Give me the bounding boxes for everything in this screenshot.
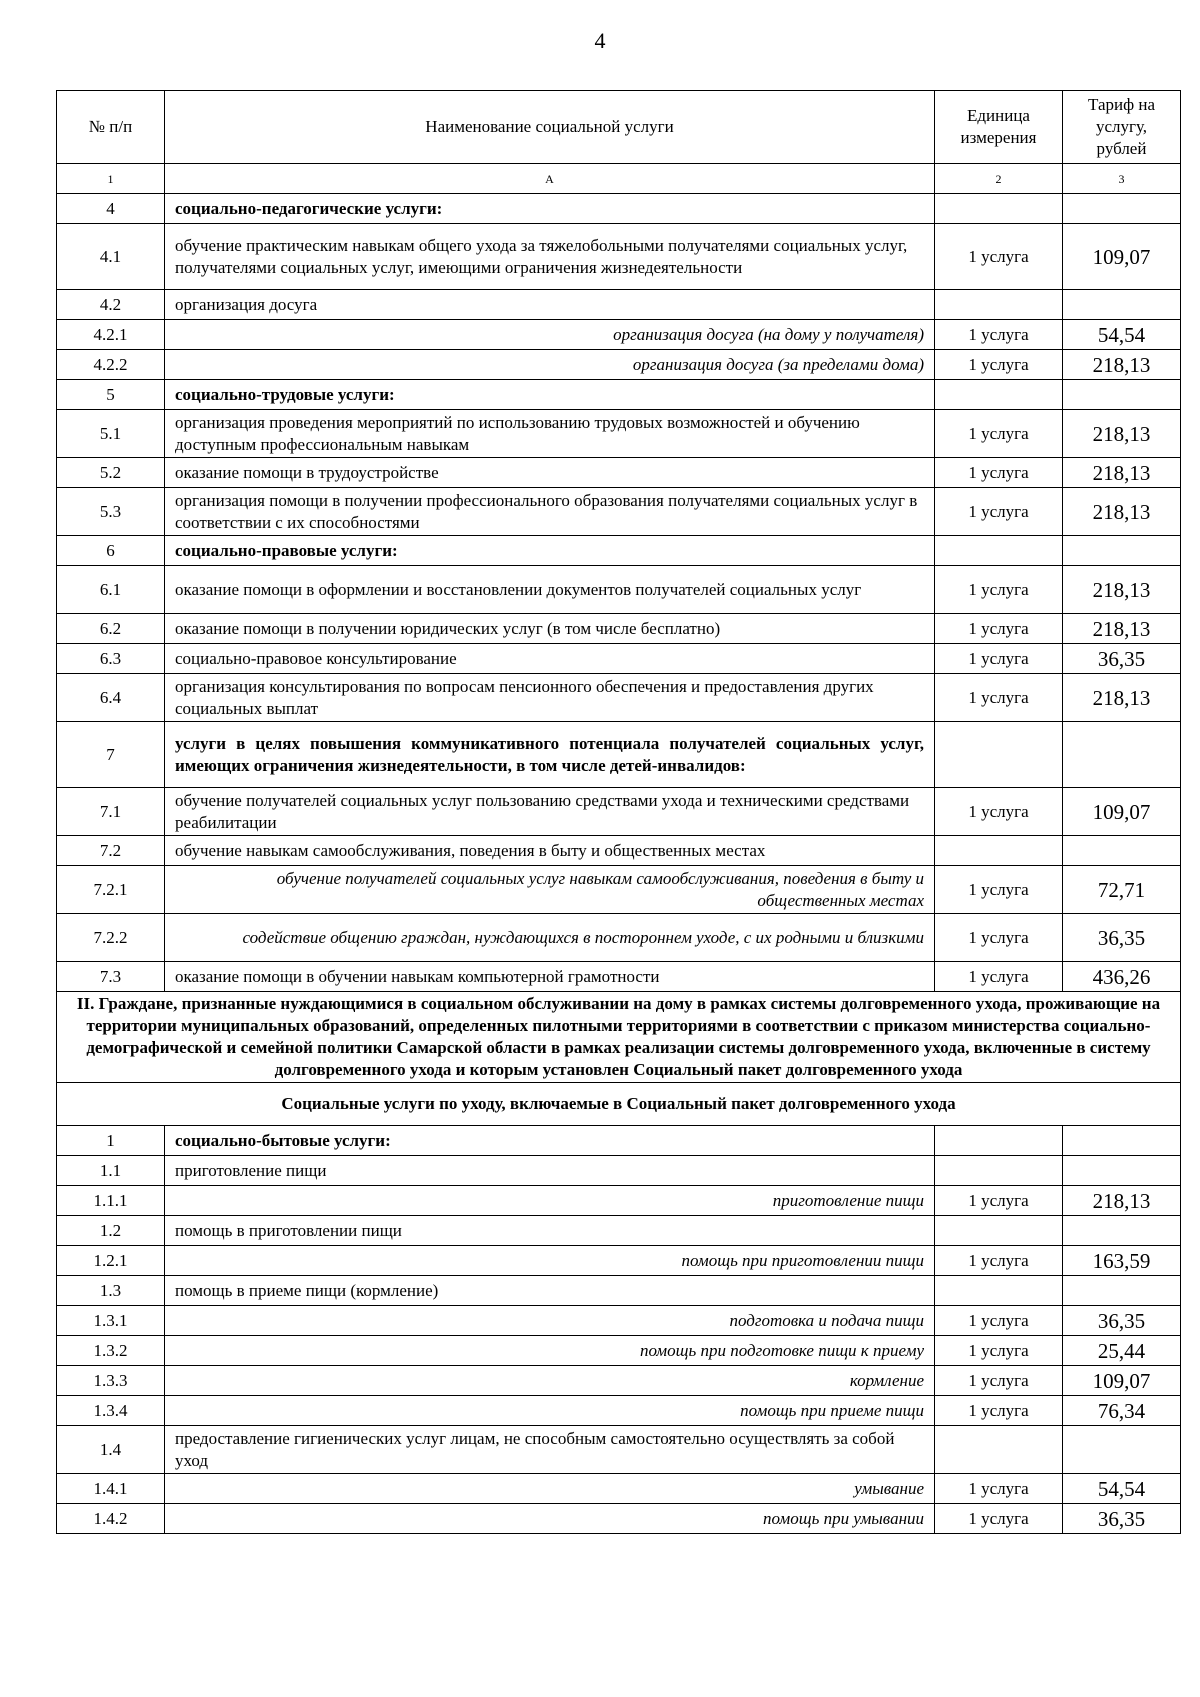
page-number: 4 [594,28,606,53]
row-tariff [1063,290,1181,320]
row-unit: 1 услуга [935,1504,1063,1534]
table-row [57,566,1181,614]
row-unit [935,1156,1063,1186]
table-row [57,290,1181,320]
row-tariff [1063,1156,1181,1186]
table-row [57,1126,1181,1156]
index-num: 1 [57,164,165,194]
row-name: социально-педагогические услуги: [165,194,935,224]
row-num: 6.3 [57,644,165,674]
table-row [57,644,1181,674]
row-unit: 1 услуга [935,644,1063,674]
row-tariff [1063,380,1181,410]
row-num: 5.2 [57,458,165,488]
row-unit: 1 услуга [935,788,1063,836]
table-row [57,1246,1181,1276]
table-row [57,1306,1181,1336]
row-name: социально-правовые услуги: [165,536,935,566]
row-unit: 1 услуга [935,866,1063,914]
row-unit: 1 услуга [935,1246,1063,1276]
row-name: содействие общению граждан, нуждающихся в постороннем уходе, с их родными и близкими [165,914,935,962]
row-name: организация досуга (на дому у получателя) [165,320,935,350]
row-name: организация помощи в получении профессионального образования получателями социальных услуг в соответствии с их способностями [165,488,935,536]
table-row [57,320,1181,350]
row-unit [935,194,1063,224]
table-row [57,962,1181,992]
table-row [57,788,1181,836]
row-tariff: 36,35 [1063,914,1181,962]
row-tariff: 25,44 [1063,1336,1181,1366]
row-num: 6.2 [57,614,165,644]
row-unit [935,1216,1063,1246]
table-row [57,674,1181,722]
row-num: 5.1 [57,410,165,458]
row-tariff: 218,13 [1063,674,1181,722]
row-unit: 1 услуга [935,1396,1063,1426]
row-unit [935,1126,1063,1156]
row-name: предоставление гигиенических услуг лицам, не способным самостоятельно осуществлять за собой уход [165,1426,935,1474]
table-index-row [57,164,1181,194]
row-tariff: 109,07 [1063,1366,1181,1396]
table-row [57,380,1181,410]
tariff-table [56,90,1181,1534]
index-unit: 2 [935,164,1063,194]
row-tariff [1063,722,1181,788]
row-name: кормление [165,1366,935,1396]
table-row [57,536,1181,566]
row-name: социально-бытовые услуги: [165,1126,935,1156]
row-name: обучение получателей социальных услуг навыкам самообслуживания, поведения в быту и общественных местах [165,866,935,914]
table-row [57,1276,1181,1306]
row-num: 1.3.3 [57,1366,165,1396]
row-unit: 1 услуга [935,488,1063,536]
table-row [57,1336,1181,1366]
table-row [57,458,1181,488]
row-unit [935,722,1063,788]
row-name: оказание помощи в оформлении и восстановлении документов получателей социальных услуг [165,566,935,614]
row-num: 1.3.4 [57,1396,165,1426]
row-name: организация досуга (за пределами дома) [165,350,935,380]
row-num: 1.4.2 [57,1504,165,1534]
row-unit: 1 услуга [935,1306,1063,1336]
row-unit: 1 услуга [935,914,1063,962]
row-num: 1.2 [57,1216,165,1246]
row-tariff: 218,13 [1063,410,1181,458]
row-name: помощь при умывании [165,1504,935,1534]
row-num: 1.1 [57,1156,165,1186]
row-num: 1.3.1 [57,1306,165,1336]
row-tariff [1063,536,1181,566]
section-heading-row [57,992,1181,1083]
table-row [57,1366,1181,1396]
row-unit: 1 услуга [935,224,1063,290]
row-num: 7.2.2 [57,914,165,962]
table-row [57,194,1181,224]
row-tariff [1063,194,1181,224]
row-name: оказание помощи в получении юридических услуг (в том числе бесплатно) [165,614,935,644]
table-row [57,836,1181,866]
row-name: социально-правовое консультирование [165,644,935,674]
table-row [57,488,1181,536]
row-name: подготовка и подача пищи [165,1306,935,1336]
row-tariff: 72,71 [1063,866,1181,914]
row-unit: 1 услуга [935,1474,1063,1504]
row-num: 6 [57,536,165,566]
table-row [57,1156,1181,1186]
row-unit: 1 услуга [935,1336,1063,1366]
row-unit [935,380,1063,410]
row-name: умывание [165,1474,935,1504]
table-row [57,914,1181,962]
row-tariff: 36,35 [1063,644,1181,674]
row-name: организация досуга [165,290,935,320]
row-num: 1.3 [57,1276,165,1306]
row-tariff: 76,34 [1063,1396,1181,1426]
row-name: организация проведения мероприятий по использованию трудовых возможностей и обучению доступным профессиональным навыкам [165,410,935,458]
row-num: 1.4 [57,1426,165,1474]
row-tariff [1063,1216,1181,1246]
row-unit: 1 услуга [935,614,1063,644]
row-unit [935,1276,1063,1306]
row-name: помощь при приготовлении пищи [165,1246,935,1276]
row-name: помощь при подготовке пищи к приему [165,1336,935,1366]
row-name: социально-трудовые услуги: [165,380,935,410]
row-tariff [1063,836,1181,866]
table-row [57,410,1181,458]
row-tariff: 218,13 [1063,614,1181,644]
row-unit: 1 услуга [935,350,1063,380]
row-name: обучение практическим навыкам общего ухода за тяжелобольными получателями социальных услуг, получателями социальных услуг, имеющими ограничения жизнедеятельности [165,224,935,290]
row-num: 4.2.1 [57,320,165,350]
row-unit [935,536,1063,566]
row-unit [935,1426,1063,1474]
subsection-heading: Социальные услуги по уходу, включаемые в Социальный пакет долговременного ухода [57,1083,1181,1126]
table-row [57,614,1181,644]
subsection-heading-row [57,1083,1181,1126]
row-num: 1.4.1 [57,1474,165,1504]
index-name: А [165,164,935,194]
row-name: услуги в целях повышения коммуникативного потенциала получателей социальных услуг, имеющих ограничения жизнедеятельности, в том числе детей-инвалидов: [165,722,935,788]
row-tariff: 36,35 [1063,1504,1181,1534]
row-name: обучение получателей социальных услуг пользованию средствами ухода и техническими средствами реабилитации [165,788,935,836]
table-row [57,1504,1181,1534]
table-row [57,1426,1181,1474]
row-num: 5 [57,380,165,410]
row-num: 1.3.2 [57,1336,165,1366]
row-unit [935,836,1063,866]
row-num: 6.1 [57,566,165,614]
row-tariff: 163,59 [1063,1246,1181,1276]
row-num: 4.2.2 [57,350,165,380]
row-tariff [1063,1426,1181,1474]
row-unit: 1 услуга [935,410,1063,458]
row-tariff [1063,1276,1181,1306]
row-name: помощь при приеме пищи [165,1396,935,1426]
row-num: 1.2.1 [57,1246,165,1276]
row-num: 4.1 [57,224,165,290]
header-num: № п/п [57,91,165,164]
row-name: приготовление пищи [165,1186,935,1216]
row-unit: 1 услуга [935,566,1063,614]
row-num: 5.3 [57,488,165,536]
row-num: 1.1.1 [57,1186,165,1216]
row-name: приготовление пищи [165,1156,935,1186]
row-name: организация консультирования по вопросам пенсионного обеспечения и предоставления других социальных выплат [165,674,935,722]
row-num: 7 [57,722,165,788]
header-unit: Единица измерения [935,91,1063,164]
row-name: помощь в приеме пищи (кормление) [165,1276,935,1306]
row-name: помощь в приготовлении пищи [165,1216,935,1246]
row-tariff: 218,13 [1063,350,1181,380]
row-tariff: 436,26 [1063,962,1181,992]
index-tariff: 3 [1063,164,1181,194]
row-tariff: 54,54 [1063,1474,1181,1504]
row-tariff: 218,13 [1063,488,1181,536]
row-tariff: 54,54 [1063,320,1181,350]
row-tariff: 109,07 [1063,224,1181,290]
table-row [57,1474,1181,1504]
table-row [57,1216,1181,1246]
table-row [57,1396,1181,1426]
row-tariff [1063,1126,1181,1156]
row-name: обучение навыкам самообслуживания, поведения в быту и общественных местах [165,836,935,866]
row-tariff: 218,13 [1063,458,1181,488]
row-tariff: 218,13 [1063,566,1181,614]
row-unit [935,290,1063,320]
row-tariff: 36,35 [1063,1306,1181,1336]
row-num: 7.3 [57,962,165,992]
row-unit: 1 услуга [935,962,1063,992]
row-tariff: 109,07 [1063,788,1181,836]
row-num: 7.1 [57,788,165,836]
row-unit: 1 услуга [935,320,1063,350]
row-name: оказание помощи в обучении навыкам компьютерной грамотности [165,962,935,992]
table-row [57,350,1181,380]
table-row [57,722,1181,788]
row-unit: 1 услуга [935,458,1063,488]
row-num: 7.2 [57,836,165,866]
row-num: 1 [57,1126,165,1156]
row-tariff: 218,13 [1063,1186,1181,1216]
row-num: 6.4 [57,674,165,722]
row-num: 4.2 [57,290,165,320]
section-heading: II. Граждане, признанные нуждающимися в социальном обслуживании на дому в рамках системы долговременного ухода, проживающие на территории муниципальных образований, определенных пилотными территориями в соответствии с приказом министерства социально-демографической и семейной политики Самарской области в рамках реализации системы долговременного ухода, включенные в систему долговременного ухода и которым установлен Социальный пакет долговременного ухода [57,992,1181,1083]
row-unit: 1 услуга [935,1186,1063,1216]
table-row [57,1186,1181,1216]
row-name: оказание помощи в трудоустройстве [165,458,935,488]
header-name: Наименование социальной услуги [165,91,935,164]
row-unit: 1 услуга [935,674,1063,722]
row-num: 4 [57,194,165,224]
row-num: 7.2.1 [57,866,165,914]
table-header-row [57,91,1181,164]
header-tariff: Тариф на услугу, рублей [1063,91,1181,164]
row-unit: 1 услуга [935,1366,1063,1396]
table-row [57,224,1181,290]
table-row [57,866,1181,914]
